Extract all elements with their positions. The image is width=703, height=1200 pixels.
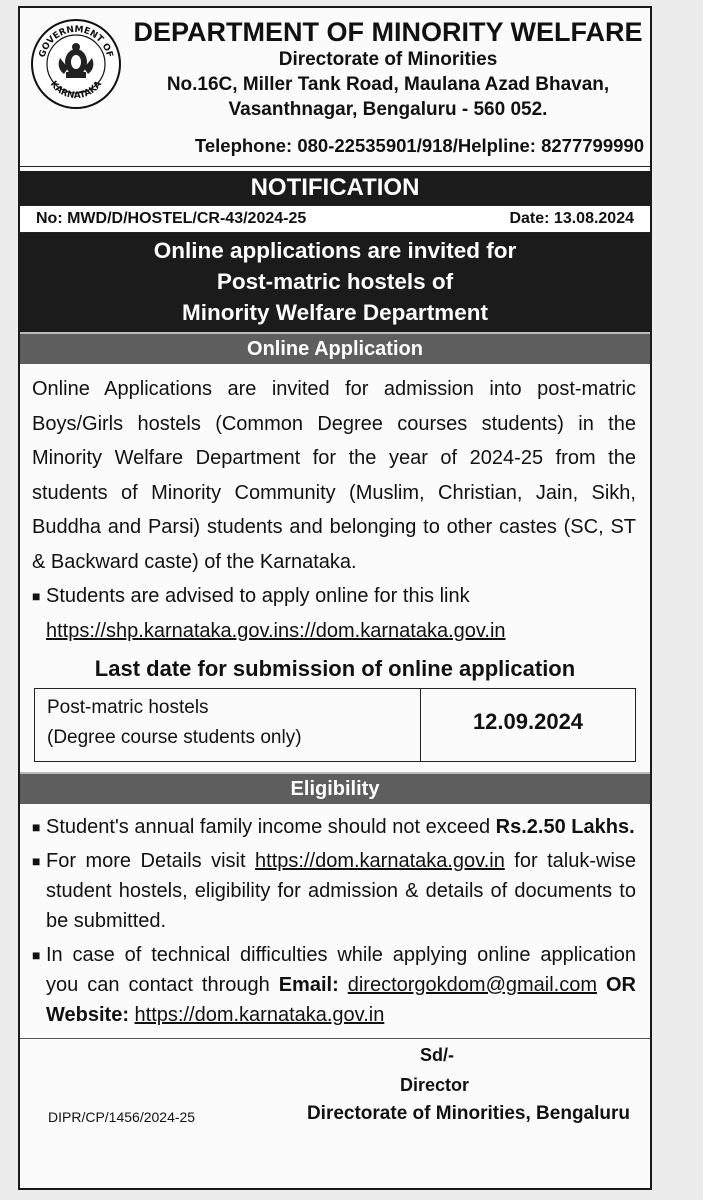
details-description: for taluk-wise student hostels, eligibility for admission & details of documents to be submitted. (46, 850, 637, 932)
website-link[interactable]: https://dom.karnataka.gov.in (134, 1004, 385, 1026)
dipr-reference: DIPR/CP/1456/2024-25 (48, 1109, 196, 1125)
list-item (32, 812, 636, 842)
invite-line-3: Minority Welfare Department (182, 300, 488, 325)
website-label: Website: (46, 1004, 129, 1026)
bullet-icon: ■ (32, 588, 41, 604)
eligibility-heading: Eligibility (20, 772, 650, 804)
notification-title: NOTIFICATION (20, 171, 650, 205)
income-criteria-text: Student's annual family income should not exceed (46, 816, 491, 838)
table-cell-label (35, 689, 421, 761)
online-application-section (20, 364, 650, 648)
apply-online-link[interactable]: https://shp.karnataka.gov.ins://dom.karnataka.gov.in (46, 619, 506, 642)
bullet-icon: ■ (32, 853, 41, 869)
contact-text: In case of technical difficulties while applying online application you can contact through (46, 944, 636, 996)
last-date-table (34, 688, 636, 762)
reference-line (20, 205, 650, 233)
notification-date: Date: 13.08.2024 (509, 210, 634, 227)
seal-bottom-text: KARNATAKA (47, 79, 105, 102)
eligibility-section (20, 804, 650, 1030)
details-link[interactable]: https://dom.karnataka.gov.in (255, 850, 505, 872)
department-name: DEPARTMENT OF MINORITY WELFARE (133, 17, 643, 47)
letterhead (20, 8, 650, 167)
invite-banner (20, 233, 650, 332)
address-line-1: No.16C, Miller Tank Road, Maulana Azad Bhavan, (166, 74, 610, 95)
last-date-heading: Last date for submission of online application (94, 656, 576, 681)
notification-document (18, 6, 652, 1190)
email-label: Email: (278, 974, 339, 996)
signatory-title: Director (400, 1075, 470, 1095)
list-item (32, 846, 636, 936)
bullet-icon: ■ (32, 947, 41, 963)
online-application-heading: Online Application (20, 332, 650, 364)
notification-number: No: MWD/D/HOSTEL/CR-43/2024-25 (36, 210, 307, 227)
signature-block (20, 1038, 650, 1149)
seal-top-text: GOVERNMENT OF (37, 24, 115, 59)
telephone-line: Telephone: 080-22535901/918/Helpline: 8277799990 (194, 135, 644, 156)
invite-line-2: Post-matric hostels of (216, 269, 454, 294)
invite-line-1: Online applications are invited for (153, 238, 517, 263)
apply-online-text: Students are advised to apply online for this link (46, 585, 470, 607)
details-visit-text: For more Details visit (46, 850, 246, 872)
karnataka-emblem-icon (30, 18, 122, 110)
bullet-icon: ■ (32, 819, 41, 835)
income-limit: Rs.2.50 Lakhs. (495, 816, 635, 838)
or-text: OR (606, 974, 636, 996)
signature-sd: Sd/- (420, 1045, 454, 1065)
last-date-value: 12.09.2024 (472, 709, 584, 734)
list-item (32, 579, 636, 648)
address-line-2: Vasanthnagar, Bengaluru - 560 052. (228, 99, 548, 120)
list-item (32, 940, 636, 1030)
signatory-office: Directorate of Minorities, Bengaluru (306, 1103, 630, 1124)
directorate-name: Directorate of Minorities (278, 49, 498, 70)
email-link[interactable]: directorgokdom@gmail.com (347, 974, 598, 996)
hostel-type-label: Post-matric hostels (47, 697, 209, 718)
online-application-paragraph: Online Applications are invited for admission into post-matric Boys/Girls hostels (Common Degree courses students) in the Minority Welfare Department for the year of 2024-25 from the students of Minority Community (Muslim, Christian, Jain, Sikh, Buddha and Parsi) students and belonging to other castes (SC, ST & Backward caste) of the Karnataka. (32, 378, 636, 573)
hostel-type-note: (Degree course students only) (47, 727, 302, 748)
